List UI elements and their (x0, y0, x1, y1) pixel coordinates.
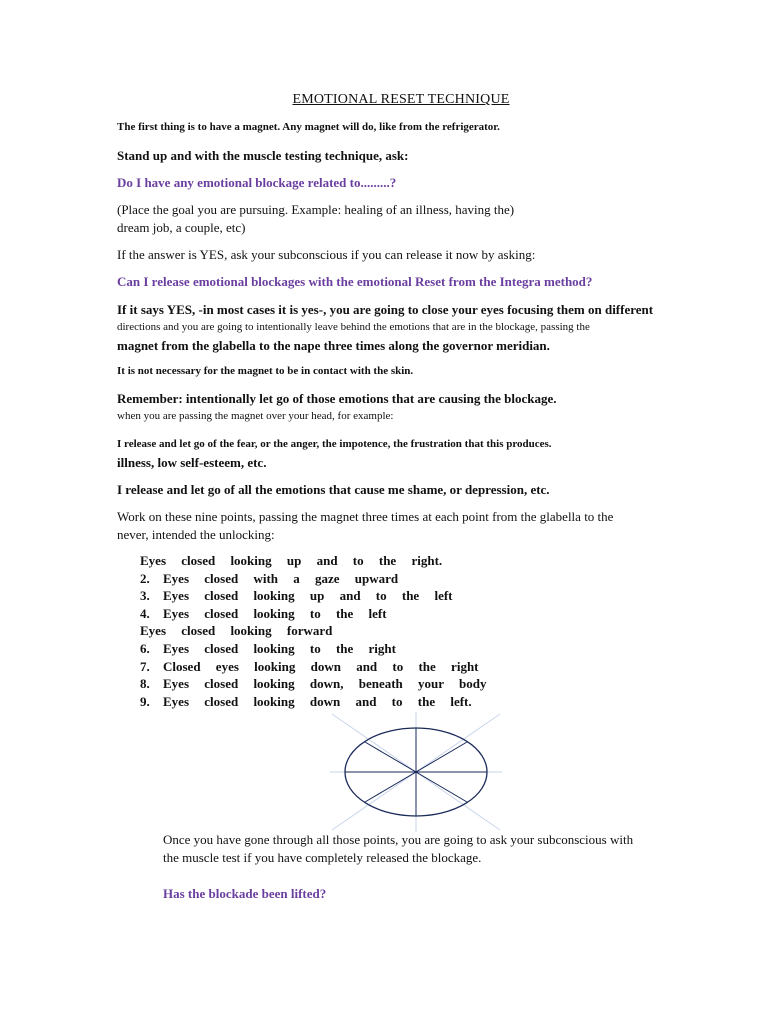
list-item (140, 589, 453, 603)
list-item (140, 607, 387, 621)
if-yes-instruction: If the answer is YES, ask your subconscious if you can release it now by asking: (117, 247, 536, 262)
release-example-2: I release and let go of all the emotions that cause me shame, or depression, etc. (117, 482, 550, 497)
list-item-text: Eyes closed looking forward (140, 623, 333, 638)
list-item-text: Eyes closed looking down, beneath your body (163, 676, 487, 691)
question-emotional-blockage: Do I have any emotional blockage related to.........? (117, 175, 397, 190)
list-item (140, 660, 479, 674)
list-item (140, 642, 396, 656)
once-gone-through-line-2: the muscle test if you have completely released the blockage. (163, 850, 482, 865)
list-item (140, 624, 332, 638)
list-item (140, 572, 398, 586)
release-example-line-2: illness, low self-esteem, etc. (117, 455, 267, 470)
list-item-text: Eyes closed looking up and to the right. (140, 553, 443, 568)
place-goal-line-2: dream job, a couple, etc) (117, 220, 246, 235)
says-yes-line-2: directions and you are going to intentionally leave behind the emotions that are in the blockage, passing the (117, 321, 590, 333)
list-item-text: Eyes closed looking to the left (163, 606, 387, 621)
says-yes-line-3: magnet from the glabella to the nape three times along the governor meridian. (117, 338, 550, 353)
list-item (140, 677, 487, 691)
release-example-line-1: I release and let go of the fear, or the anger, the impotence, the frustration that this produces. (117, 438, 552, 450)
intro-text: The first thing is to have a magnet. Any magnet will do, like from the refrigerator. (117, 121, 500, 133)
list-item (140, 695, 472, 709)
list-item-number: 7. (140, 659, 150, 674)
not-necessary-note: It is not necessary for the magnet to be in contact with the skin. (117, 365, 414, 377)
once-gone-through-line-1: Once you have gone through all those points, you are going to ask your subconscious with (163, 832, 634, 847)
work-points-line-2: never, intended the unlocking: (117, 527, 275, 542)
list-item-text: Eyes closed with a gaze upward (163, 571, 399, 586)
list-item-number: 4. (140, 606, 150, 621)
list-item-number: 3. (140, 588, 150, 603)
says-yes-line-1: If it says YES, -in most cases it is yes-, you are going to close your eyes focusing them on different (117, 302, 654, 317)
when-passing-note: when you are passing the magnet over your head, for example: (117, 410, 394, 422)
list-item (140, 554, 442, 568)
place-goal-line-1: (Place the goal you are pursuing. Example: healing of an illness, having the) (117, 202, 515, 217)
list-item-text: Eyes closed looking down and to the left. (163, 694, 472, 709)
eye-directions-diagram (330, 712, 502, 832)
work-points-line-1: Work on these nine points, passing the magnet three times at each point from the glabella to the (117, 509, 614, 524)
list-item-text: Eyes closed looking to the right (163, 641, 396, 656)
list-item-number: 8. (140, 676, 150, 691)
list-item-text: Eyes closed looking up and to the left (163, 588, 453, 603)
list-item-number: 2. (140, 571, 150, 586)
question-release-blockages: Can I release emotional blockages with the emotional Reset from the Integra method? (117, 274, 593, 289)
list-item-text: Closed eyes looking down and to the right (163, 659, 479, 674)
page-title: EMOTIONAL RESET TECHNIQUE (292, 92, 510, 107)
question-blockade-lifted: Has the blockade been lifted? (163, 886, 327, 901)
remember-instruction: Remember: intentionally let go of those emotions that are causing the blockage. (117, 391, 557, 406)
list-item-number: 9. (140, 694, 150, 709)
list-item-number: 6. (140, 641, 150, 656)
stand-up-instruction: Stand up and with the muscle testing technique, ask: (117, 148, 409, 163)
